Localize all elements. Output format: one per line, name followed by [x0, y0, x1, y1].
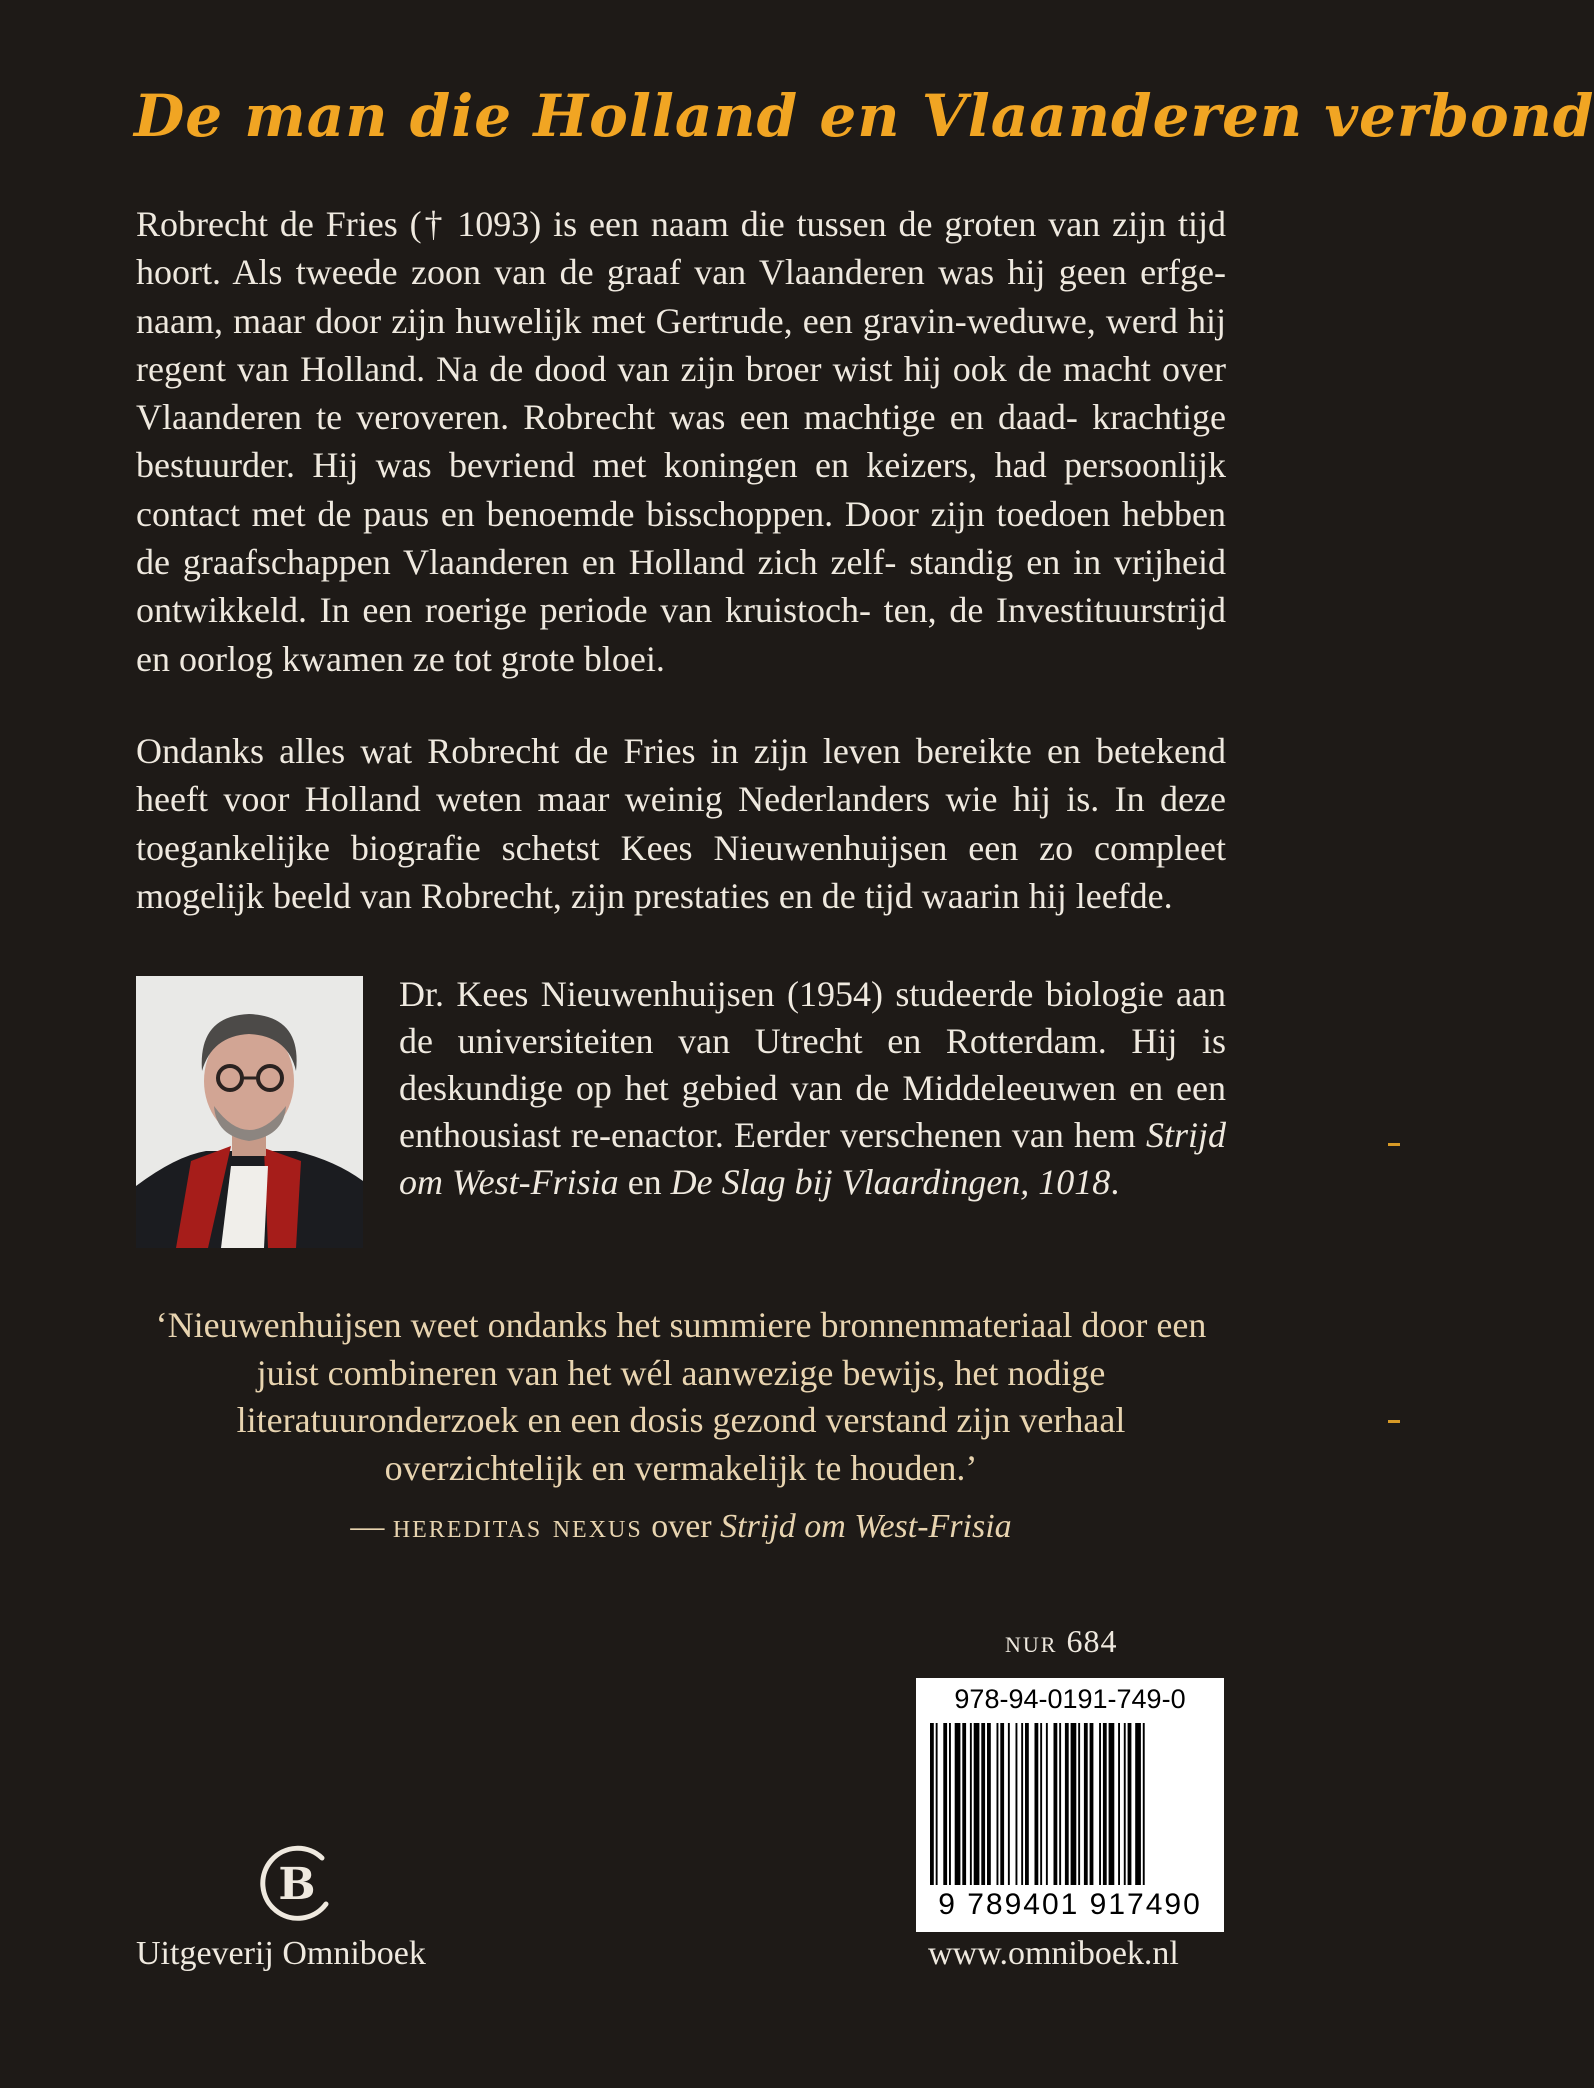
- author-bio-end: .: [1110, 1162, 1120, 1202]
- trim-mark: [1388, 1420, 1400, 1423]
- attribution-source: hereditas nexus: [392, 1508, 643, 1545]
- description-paragraph-1: Robrecht de Fries († 1093) is een naam die tussen de groten van zijn tijd hoort. Als tweede zoon van de graaf van Vlaanderen was hij geen erfge- naam, maar door zijn huwelijk met Gertrude, een gravin-weduwe, werd hij regent van Holland. Na de dood van zijn broer wist hij ook de macht over Vlaanderen te veroveren. Robrecht was een machtige en daad- krachtige bestuurder. Hij was bevriend met koningen en keizers, had persoonlijk contact met de paus en benoemde bisschoppen. Door zijn toedoen hebben de graafschappen Vlaanderen en Holland zich zelf- standig en in vrijheid ontwikkeld. In een roerige periode van kruistoch- ten, de Investituurstrijd en oorlog kwamen ze tot grote bloei.: [136, 204, 1226, 679]
- attribution-book: Strijd om West-Frisia: [720, 1508, 1012, 1545]
- attribution-dash: —: [350, 1508, 385, 1545]
- barcode-bars: [930, 1723, 1210, 1885]
- author-book-2: De Slag bij Vlaardingen, 1018: [670, 1162, 1111, 1202]
- nur-code: [1005, 1623, 1117, 1660]
- author-portrait: [136, 976, 363, 1248]
- description-paragraph-2: Ondanks alles wat Robrecht de Fries in zijn leven bereikte en betekend heeft voor Holland weten maar weinig Nederlanders wie hij is. In deze toegankelijke biografie schetst Kees Nieuwenhuijsen een zo compleet mogelijk beeld van Robrecht, zijn prestaties en de tijd waarin hij leefde.: [136, 731, 1226, 916]
- review-attribution: [136, 1508, 1226, 1546]
- svg-text:B: B: [278, 1859, 316, 1910]
- author-bio-connector: en: [627, 1162, 662, 1202]
- author-book-1: Strijd om West-Frisia: [399, 1115, 1227, 1202]
- author-bio: [399, 971, 1226, 1206]
- publisher-logo: [252, 1838, 342, 1928]
- nur-number: 684: [1066, 1623, 1118, 1659]
- author-bio-text: Dr. Kees Nieuwenhuijsen (1954) studeerde biologie aan de universiteiten van Utrecht en Rotterdam. Hij is deskundige op het gebied van de Middeleeuwen en een enthousiast re-enactor. Eerder verschenen van hem: [399, 974, 1226, 1155]
- publisher-website: www.omniboek.nl: [928, 1935, 1179, 1972]
- trim-mark: [1388, 1143, 1400, 1146]
- attribution-over: over: [651, 1508, 712, 1545]
- isbn-number: 978-94-0191-749-0: [954, 1684, 1186, 1714]
- review-quote: ‘Nieuwenhuijsen weet ondanks het summiere bronnenmateriaal door een juist combineren van het wél aanwezige bewijs, het nodige literatuuronderzoek en een dosis gezond verstand zijn verhaal overzichtelijk en vermakelijk te houden.’: [155, 1305, 1207, 1488]
- publisher-name: Uitgeverij Omniboek: [136, 1935, 426, 1972]
- barcode-digits: 9 789401 917490: [938, 1888, 1202, 1921]
- isbn-barcode: [916, 1678, 1224, 1932]
- nur-label: nur: [1005, 1623, 1058, 1659]
- book-title: De man die Holland en Vlaanderen verbond: [134, 82, 1594, 150]
